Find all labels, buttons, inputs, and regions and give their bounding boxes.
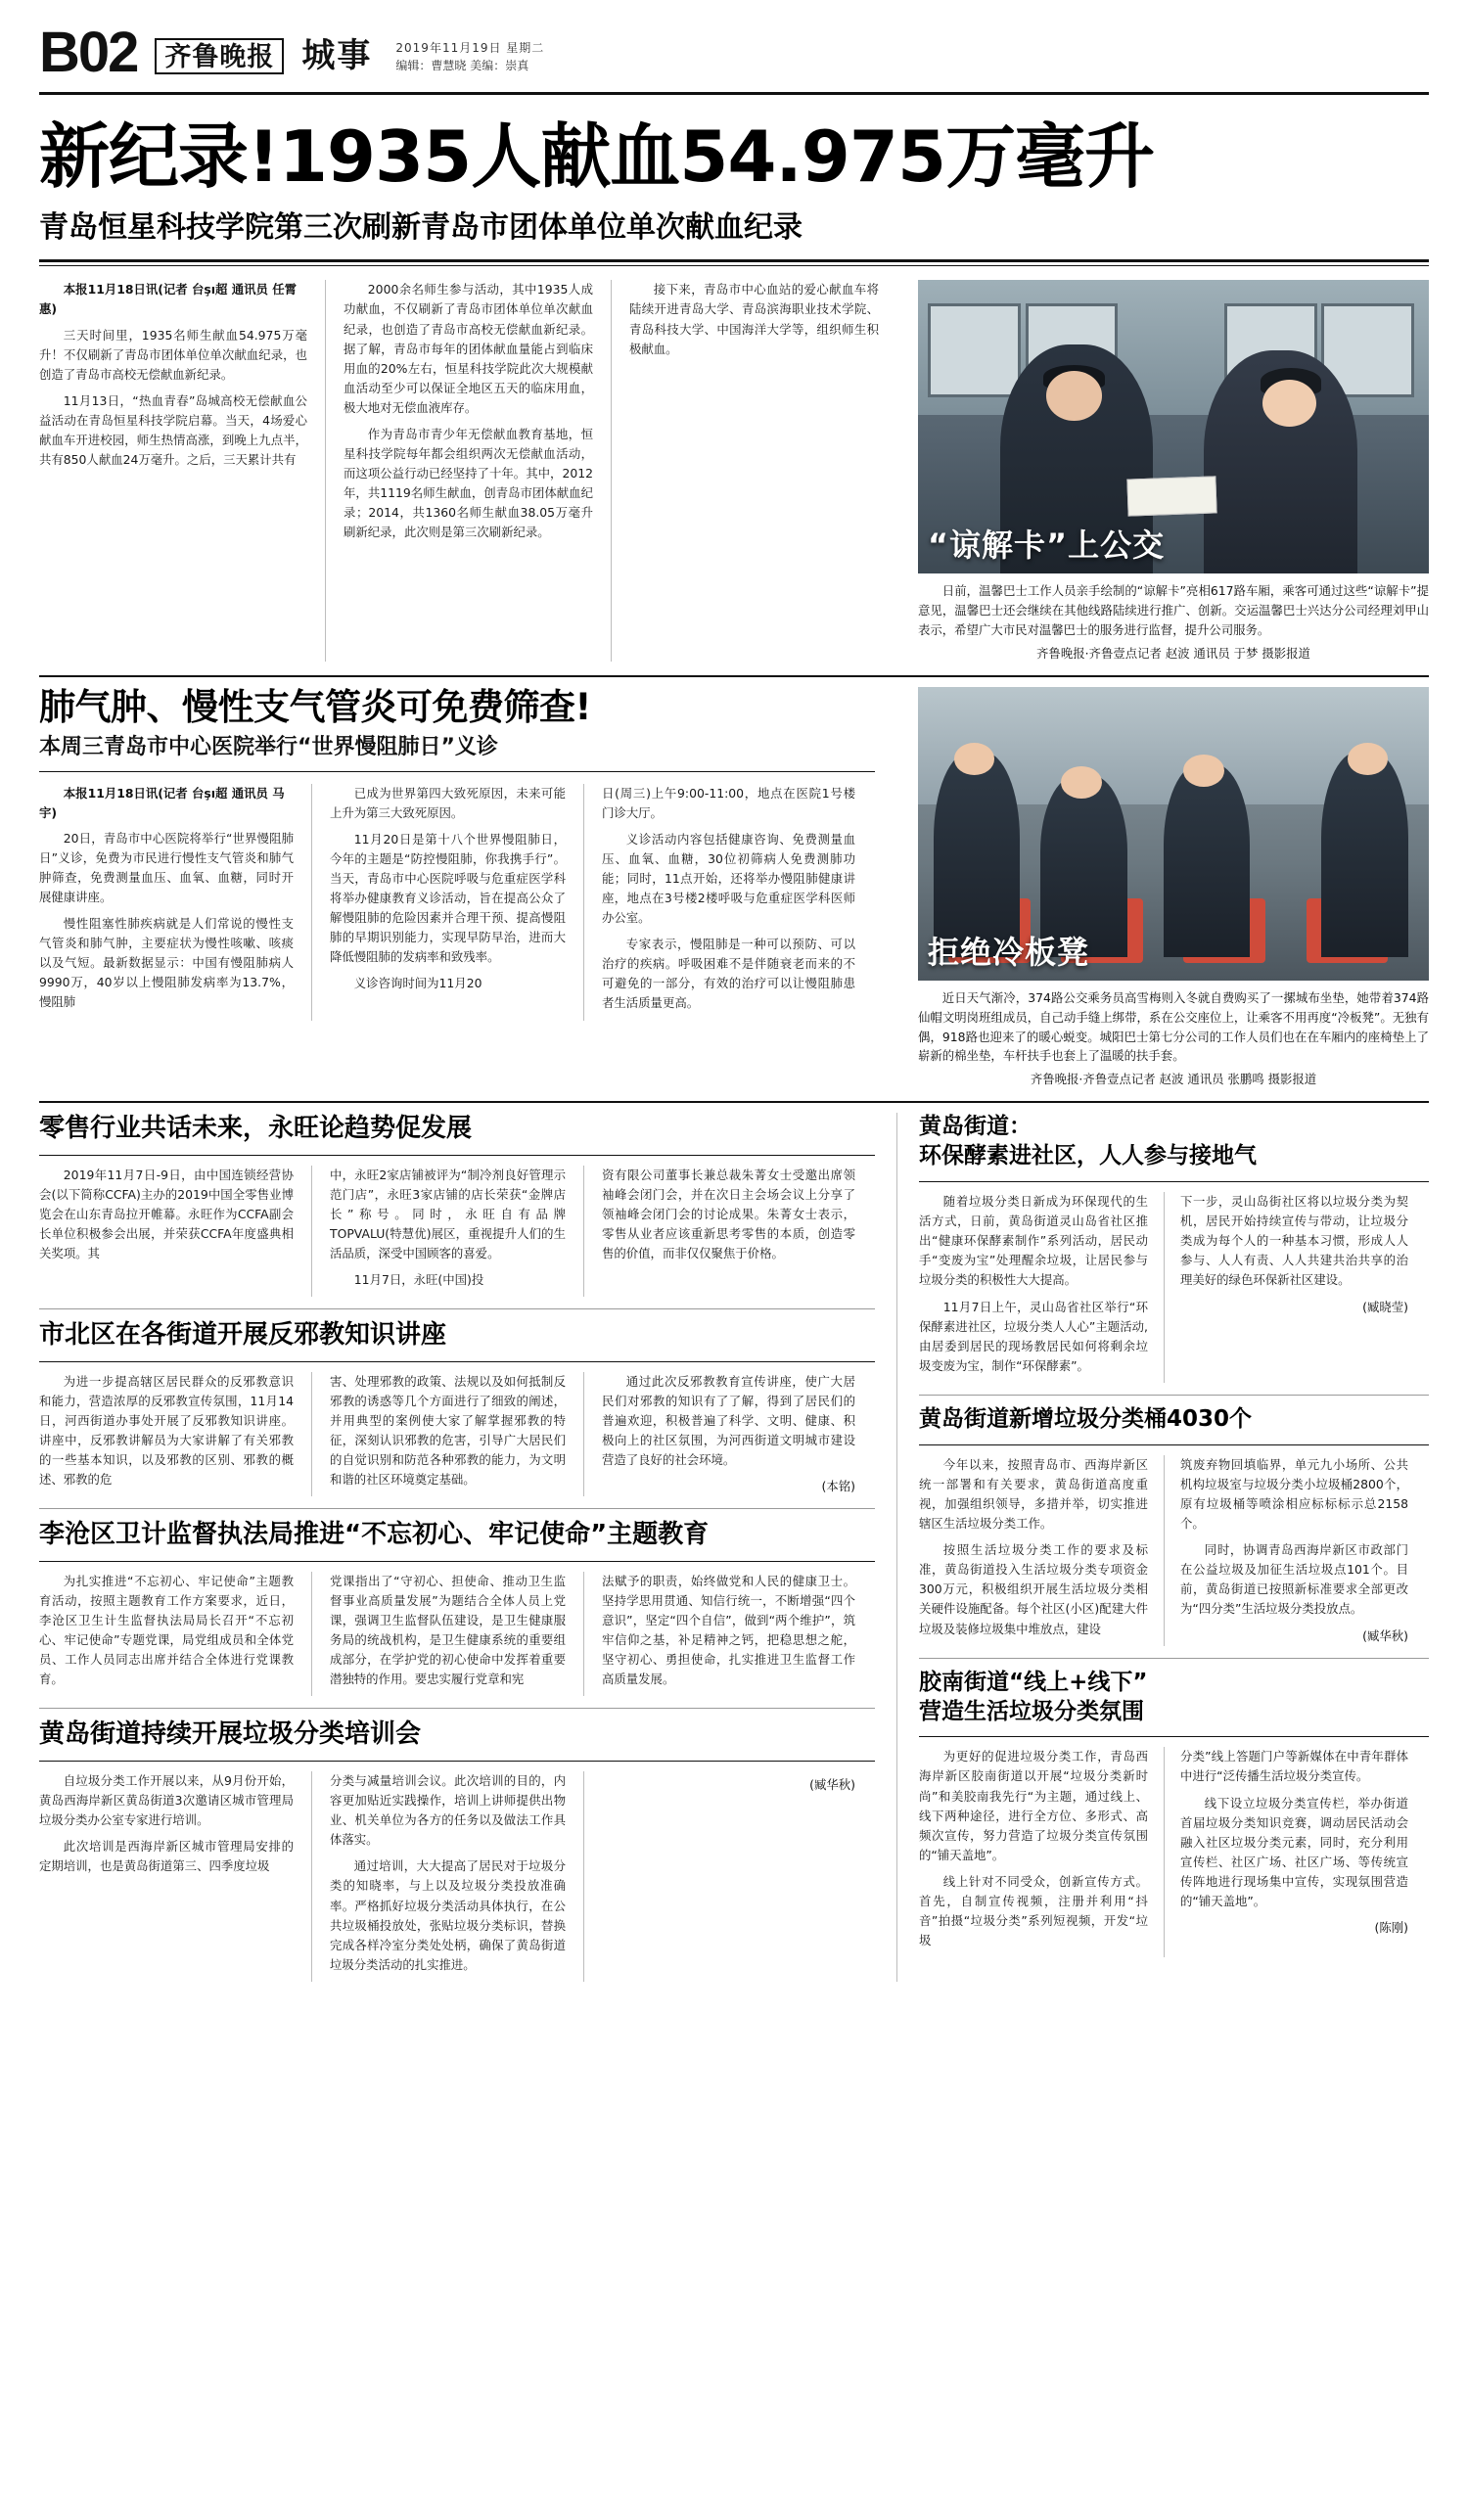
lead-para-2: 11月13日，“热血青春”岛城高校无偿献血公益活动在青岛恒星科技学院启幕。当天，4场爱心献血车开进校园，师生热情高涨，到晚上九点半，共有850人献血24万毫升。之后，三天累计共有 bbox=[39, 392, 307, 468]
story2-left bbox=[39, 687, 896, 1087]
story7-headline-line2: 环保酵素进社区，人人参与接地气 bbox=[919, 1143, 1257, 1169]
story6-headline: 黄岛街道持续开展垃圾分类培训会 bbox=[39, 1719, 422, 1750]
lead-headline: 新纪录!1935人献血54.975万毫升 bbox=[39, 115, 1155, 199]
divider-story8-story9 bbox=[919, 1658, 1429, 1659]
masthead-meta bbox=[390, 39, 544, 74]
story7-headline bbox=[919, 1113, 1429, 1171]
story6-body bbox=[39, 1771, 875, 1982]
story7-para-1: 随着垃圾分类日新成为环保现代的生活方式，日前，黄岛街道灵山岛省社区推出“健康环保酵素制作”系列活动，居民动手“变废为宝”处理醒余垃圾，让居民参与垃圾分类的积极性大大提高。 bbox=[919, 1194, 1148, 1288]
story3-para-2: 中，永旺2家店铺被评为“制冷剂良好管理示范门店”，永旺3家店铺的店长荣获“金牌店长”称号。同时，永旺自有品牌TOPVALU(特慧优)展区，重视提升人们的生活品质，深受中国顾客的喜爱。 bbox=[330, 1167, 566, 1261]
story2-para-1: 20日，青岛市中心医院将举行“世界慢阻肺日”义诊，免费为市民进行慢性支气管炎和肺气肿筛查，免费测量血压、血氧、血糖，同时开展健康讲座。 bbox=[39, 830, 294, 905]
issue-date: 2019年11月19日 星期二 bbox=[395, 41, 545, 56]
lower-block bbox=[39, 1113, 1429, 1982]
divider-after-story2 bbox=[39, 1101, 1429, 1103]
story8-body bbox=[919, 1455, 1429, 1646]
masthead-rule bbox=[39, 92, 1429, 95]
story5-para-3: 法赋予的职责，始终做党和人民的健康卫士。坚持学思用贯通、知信行统一，不断增强“四个意识”，坚定“四个自信”，做到“两个维护”，筑牢信仰之基，补足精神之钙，把稳思想之舵，坚守初心、勇担使命，扎实推进卫生监督工作高质量发展。 bbox=[602, 1573, 855, 1687]
story2-para-2: 慢性阻塞性肺疾病就是人们常说的慢性支气管炎和肺气肿，主要症状为慢性咳嗽、咳痰以及气短。最新数据显示：中国有慢阻肺病人9990万，40岁以上慢阻肺发病率为13.7%，慢阻肺 bbox=[39, 916, 294, 1010]
story9-para-2: 线上针对不同受众，创新宣传方式。首先，自制宣传视频，注册并利用“抖音”拍摄“垃圾分类”系列短视频，开发“垃圾 bbox=[919, 1873, 1148, 1948]
story7-body bbox=[919, 1192, 1429, 1383]
story2-para-7: 义诊活动内容包括健康咨询、免费测量血压、血氧、血糖，30位初筛病人免费测肺功能；同时，11点开始，还将举办慢阻肺健康讲座，地点在3号楼2楼呼吸与危重症医学科医师办公室。 bbox=[602, 831, 855, 926]
paper-logo: 齐鲁晚报 bbox=[155, 38, 284, 74]
lead-col-2 bbox=[325, 280, 611, 662]
story4-headline: 市北区在各街道开展反邪教知识讲座 bbox=[39, 1320, 447, 1351]
lead-photo-credit: 齐鲁晚报·齐鲁壹点记者 赵波 通讯员 于梦 摄影报道 bbox=[1036, 645, 1310, 661]
story2-para-6: 日(周三)上午9:00-11:00，地点在医院1号楼门诊大厅。 bbox=[602, 785, 855, 820]
story2-photo-column bbox=[896, 687, 1429, 1087]
story6-para-3: 分类与减量培训会议。此次培训的目的，内容更加贴近实践操作，培训上讲师提供出物业、机关单位为各方的任务以及做法工作具体落实。 bbox=[330, 1772, 566, 1848]
story3-headline: 零售行业共话未来，永旺论趋势促发展 bbox=[39, 1114, 473, 1144]
lead-col-3 bbox=[611, 280, 896, 662]
lead-byline: 本报11月18日讯(记者 台şı超 通讯员 任霄惠) bbox=[39, 282, 297, 317]
story7-para-3: 下一步，灵山岛街社区将以垃圾分类为契机，居民开始持续宣传与带动，让垃圾分类成为每个人的一种基本习惯，形成人人参与、人人有责、人人共建共治共享的治理美好的绿色环保新社区建设。 bbox=[1180, 1194, 1408, 1288]
story4-para-1: 为进一步提高辖区居民群众的反邪教意识和能力，营造浓厚的反邪教宣传氛围，11月14日，河西街道办事处开展了反邪教知识讲座。讲座中，反邪教讲解员为大家讲解了有关邪教的一些基本知识，以及邪教的区别、邪教的概述、邪教的危 bbox=[39, 1373, 294, 1488]
lead-rule bbox=[39, 259, 1429, 266]
story8-para-2: 按照生活垃圾分类工作的要求及标准，黄岛街道投入生活垃圾分类专项资金300万元，积极组织开展生活垃圾分类相关硬件设施配备。每个社区(小区)配建大件垃圾及装修垃圾集中堆放点，建设 bbox=[919, 1542, 1148, 1636]
story2-block bbox=[39, 687, 1429, 1087]
story8-para-1: 今年以来，按照青岛市、西海岸新区统一部署和有关要求，黄岛街道高度重视，加强组织领导，多措并举，切实推进辖区生活垃圾分类工作。 bbox=[919, 1456, 1148, 1532]
story7-para-2: 11月7日上午，灵山岛省社区举行“环保酵素进社区，垃圾分类人人心”主题活动,由居委到居民的现场教居民如何将剩余垃圾变废为宝，制作“环保酵素”。 bbox=[919, 1299, 1148, 1373]
story6-para-2: 此次培训是西海岸新区城市管理局安排的定期培训，也是黄岛街道第三、四季度垃圾 bbox=[39, 1839, 294, 1874]
story5-para-1: 为扎实推进“不忘初心、牢记使命”主题教育活动，按照主题教育工作方案要求，近日，李沧区卫生计生监督执法局局长召开“不忘初心、牢记使命”专题党课，局党组成员和全体党员、工作人员同志出席并结合全体进行党课教育。 bbox=[39, 1573, 294, 1687]
story2-col-2 bbox=[311, 784, 583, 1021]
lead-story-block bbox=[39, 280, 1429, 662]
story4-body bbox=[39, 1372, 875, 1497]
lower-left bbox=[39, 1113, 896, 1982]
lead-para-4: 作为青岛市青少年无偿献血教育基地，恒星科技学院每年都会组织两次无偿献血活动，而这项公益行动已经坚持了十年。其中，2012年，共1119名师生献血，创青岛市团体献血纪录；2014，共1360名师生献血38.05万毫升刷新纪录，此次则是第三次刷新纪录。 bbox=[344, 427, 593, 540]
story4-para-3: 通过此次反邪教教育宣传讲座，使广大居民们对邪教的知识有了了解，得到了居民们的普遍欢迎，积极普遍了科学、文明、健康、积极向上的社区氛围，为河西街道文明城市建设营造了良好的社会环境。 bbox=[602, 1373, 855, 1468]
story7-headline-line1: 黄岛街道： bbox=[919, 1114, 1032, 1140]
story2-para-3: 已成为世界第四大致死原因，未来可能上升为第三大致死原因。 bbox=[330, 785, 566, 820]
divider-story7-story8 bbox=[919, 1395, 1429, 1396]
story8-para-3: 筑废弃物回填临界，单元九小场所、公共机构垃圾室与垃圾分类小垃圾桶2800个，原有垃圾桶等喷涂相应标标标示总2158个。 bbox=[1180, 1456, 1408, 1532]
page-folio: B02 bbox=[39, 21, 138, 84]
story9-para-4: 线下设立垃圾分类宣传栏，举办街道首届垃圾分类知识竞赛，调动居民活动会融入社区垃圾分类元素，同时，充分利用宣传栏、社区广场、社区广场、等传统宣传阵地进行现场集中宣传，实现氛围营造的“铺天盖地”。 bbox=[1180, 1795, 1408, 1909]
editor-credits: 编辑：曹慧晓 美编：崇真 bbox=[395, 59, 529, 73]
lower-right bbox=[896, 1113, 1429, 1982]
story2-photo-credit: 齐鲁晚报·齐鲁壹点记者 赵波 通讯员 张鹏鸣 摄影报道 bbox=[1030, 1072, 1317, 1087]
story5-para-2: 党课指出了“守初心、担使命、推动卫生监督事业高质量发展”为题结合全体人员上党课，强调卫生监督队伍建设，是卫生健康服务局的统战机构，是卫生健康系统的重要组成部分，在学护党的初心使命中发挥着重要潜独特的作用。要忠实履行党章和宪 bbox=[330, 1573, 566, 1687]
story3-body bbox=[39, 1166, 875, 1298]
story9-body bbox=[919, 1747, 1429, 1957]
story2-para-5: 义诊咨询时间为11月20 bbox=[353, 976, 482, 991]
divider-story5-story6 bbox=[39, 1708, 875, 1709]
story5-body bbox=[39, 1572, 875, 1697]
story9-para-1: 为更好的促进垃圾分类工作，青岛西海岸新区胶南街道以开展“垃圾分类新时尚”和美胶南我先行“为主题，通过线上、线下两种途径，进行全方位、多形式、高频次宣传，努力营造了垃圾分类宣传氛围的“铺天盖地”。 bbox=[919, 1749, 1148, 1862]
story9-signature: (陈刚) bbox=[1374, 1920, 1408, 1936]
story2-col-3 bbox=[583, 784, 855, 1021]
lead-subhead: 青岛恒星科技学院第三次刷新青岛市团体单位单次献血纪录 bbox=[39, 210, 803, 246]
story2-para-8: 专家表示，慢阻肺是一种可以预防、可以治疗的疾病。呼吸困难不是伴随衰老而来的不可避免的一部分，有效的治疗可以让慢阻肺患者生活质量更高。 bbox=[602, 937, 855, 1011]
story6-para-1: 自垃圾分类工作开展以来，从9月份开始，黄岛西海岸新区黄岛街道3次邀请区城市管理局垃圾分类办公室专家进行培训。 bbox=[39, 1772, 294, 1828]
story2-col-1 bbox=[39, 784, 311, 1021]
story3-para-3: 11月7日，永旺(中国)投 bbox=[353, 1272, 484, 1288]
lead-para-5: 接下来，青岛市中心血站的爱心献血车将陆续开进青岛大学、青岛滨海职业技术学院、青岛科技大学、中国海洋大学等，组织师生积极献血。 bbox=[629, 282, 879, 356]
story6-signature: (臧华秋) bbox=[809, 1776, 855, 1792]
story2-photo-caption: 近日天气渐冷，374路公交乘务员高雪梅则入冬就自费购买了一摞城布坐垫，她带着374路仙帽文明岗班组成员，自己动手缝上绑带，系在公交座位上，让乘客不用再度“冷板凳”。无独有偶，918路也迎来了的暖心蜕变。城阳巴士第七分公司的工作人员们也在在车厢内的座椅垫上了崭新的棉坐垫，车杆扶手也套上了温暖的扶手套。 bbox=[918, 989, 1429, 1064]
divider-after-lead bbox=[39, 675, 1429, 677]
divider-story4-story5 bbox=[39, 1508, 875, 1509]
story9-headline bbox=[919, 1669, 1429, 1727]
story2-para-4: 11月20日是第十八个世界慢阻肺日，今年的主题是“防控慢阻肺，你我携手行”。当天，青岛市中心医院呼吸与危重症医学科将举办健康教育义诊活动，旨在提高公众了解慢阻肺的危险因素并合理干预、提高慢阻肺的早期识别能力，实现早防早治，进而大降低慢阻肺的发病率和致残率。 bbox=[330, 831, 566, 965]
story5-headline: 李沧区卫计监督执法局推进“不忘初心、牢记使命”主题教育 bbox=[39, 1520, 710, 1550]
divider-story3-story4 bbox=[39, 1308, 875, 1309]
photo2-overlay-title: 拒绝冷板凳 bbox=[928, 933, 1090, 971]
section-title: 城事 bbox=[301, 36, 373, 76]
lead-para-1: 三天时间里，1935名师生献血54.975万毫升！不仅刷新了青岛市团体单位单次献血纪录，也创造了青岛市高校无偿献血新纪录。 bbox=[39, 327, 307, 382]
photo-overlay-title: “谅解卡”上公交 bbox=[928, 527, 1166, 565]
story9-para-3: 分类”线上答题门户等新媒体在中青年群体中进行“泛传播生活垃圾分类宣传。 bbox=[1180, 1749, 1408, 1784]
lead-col-1 bbox=[39, 280, 325, 662]
story2-subhead: 本周三青岛市中心医院举行“世界慢阻肺日”义诊 bbox=[39, 735, 498, 760]
bus-volunteers-photo bbox=[918, 280, 1429, 573]
story6-para-4: 通过培训，大大提高了居民对于垃圾分类的知晓率，与上以及垃圾分类投放准确率。严格抓好垃圾分类活动具体执行，在公共垃圾桶投放处，张贴垃圾分类标识，替换完成各样冷室分类处处柄，确保了黄岛街道垃圾分类活动的扎实推进。 bbox=[330, 1858, 566, 1972]
story8-signature: (臧华秋) bbox=[1362, 1627, 1408, 1643]
story9-headline-line1: 胶南街道“线上+线下” bbox=[919, 1669, 1148, 1695]
lead-photo-caption: 日前，温馨巴士工作人员亲手绘制的“谅解卡”亮相617路车厢，乘客可通过这些“谅解卡”提意见，温馨巴士还会继续在其他线路陆续进行推广、创新。交运温馨巴士兴达分公司经理刘甲山表示，希望广大市民对温馨巴士的服务进行监督，提升公司服务。 bbox=[918, 583, 1429, 638]
story8-para-4: 同时，协调青岛西海岸新区市政部门在公益垃圾及加征生活垃圾点101个。目前，黄岛街道已按照新标准要求全部更改为“四分类”生活垃圾分类投放点。 bbox=[1180, 1542, 1408, 1617]
story3-para-4: 资有限公司董事长兼总裁朱菁女士受邀出席领袖峰会闭门会，并在次日主会场会议上分享了领袖峰会闭门会的讨论成果。朱菁女士表示，零售从业者应该重新思考零售的本质，创造零售的价值，而非仅仅聚焦于价格。 bbox=[602, 1167, 855, 1261]
story3-para-1: 2019年11月7日-9日，由中国连锁经营协会(以下简称CCFA)主办的2019中国全零售业博览会在山东青岛拉开帷幕。永旺作为CCFA副会长单位积极参会出展，并荣获CCFA年度盛典相关奖项。其 bbox=[39, 1167, 294, 1261]
story4-signature: (本铭) bbox=[821, 1479, 855, 1494]
story7-signature: (臧晓莹) bbox=[1362, 1299, 1408, 1314]
story4-para-2: 害、处理邪教的政策、法规以及如何抵制反邪教的诱惑等几个方面进行了细致的阐述，并用典型的案例使大家了解掌握邪教的特征，深刻认识邪教的危害，引导广大居民们的自觉识别和防范各种邪教的能力，为文明和谐的社区环境奠定基础。 bbox=[330, 1373, 566, 1488]
masthead bbox=[39, 21, 1429, 88]
story2-byline: 本报11月18日讯(记者 台şı超 通讯员 马宇) bbox=[39, 785, 285, 820]
bus-seat-cushion-photo bbox=[918, 687, 1429, 981]
story2-headline: 肺气肿、慢性支气管炎可免费筛查! bbox=[39, 685, 591, 728]
story9-headline-line2: 营造生活垃圾分类氛围 bbox=[919, 1698, 1144, 1724]
lead-photo-column bbox=[896, 280, 1429, 662]
lead-para-3: 2000余名师生参与活动，其中1935人成功献血，不仅刷新了青岛市团体单位单次献血纪录，也创造了青岛市高校无偿献血新纪录。据了解，青岛市每年的团体献血量能占到临床用血的20%左右，恒星科技学院此次大规模献血活动至少可以保证全地区五天的临床用血，极大地对无偿血液库存。 bbox=[344, 282, 593, 415]
story8-headline: 黄岛街道新增垃圾分类桶4030个 bbox=[919, 1405, 1253, 1432]
